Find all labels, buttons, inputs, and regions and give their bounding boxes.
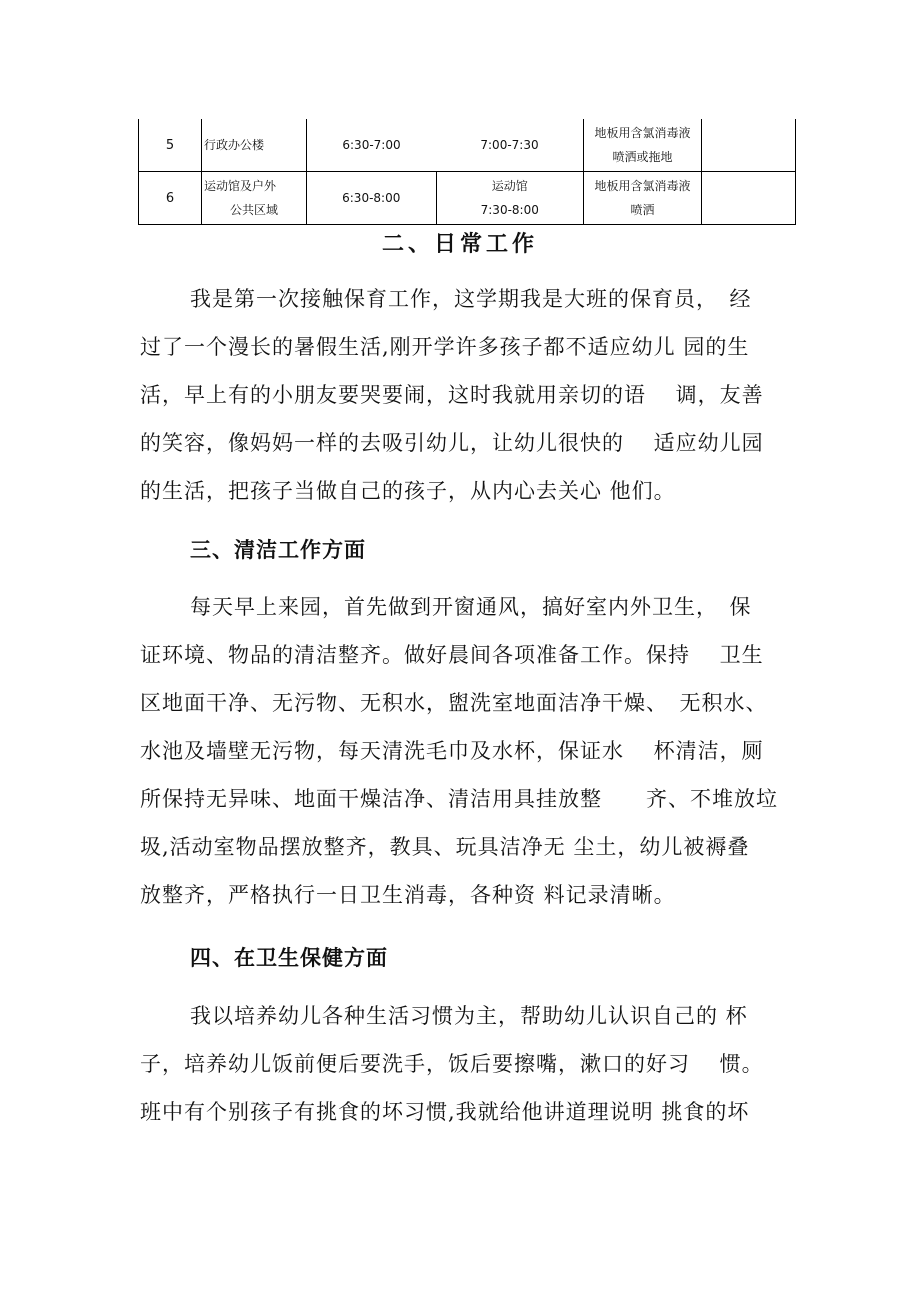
row-time-1: 6:30-8:00 — [307, 172, 437, 225]
paragraph-line: 活，早上有的小朋友要哭要闹，这时我就用亲切的语 调，友善 — [140, 383, 764, 407]
row-index: 6 — [139, 172, 202, 225]
section-title-health: 四、在卫生保健方面 — [190, 946, 388, 970]
table-row — [139, 172, 796, 225]
paragraph-health — [140, 992, 800, 1136]
row-index: 5 — [139, 119, 202, 172]
row-note — [702, 119, 796, 172]
paragraph-line: 放整齐，严格执行一日卫生消毒，各种资 料记录清晰。 — [140, 883, 676, 907]
row-place: 行政办公楼 — [202, 119, 307, 172]
paragraph-line: 证环境、物品的清洁整齐。做好晨间各项准备工作。保持 卫生 — [140, 643, 764, 667]
row-method: 地板用含氯消毒液 喷洒 — [584, 172, 702, 225]
paragraph-line: 水池及墙壁无污物，每天清洗毛巾及水杯，保证水 杯清洁，厕 — [140, 739, 764, 763]
paragraph-line: 圾,活动室物品摆放整齐，教具、玩具洁净无 尘土，幼儿被褥叠 — [140, 835, 750, 859]
paragraph-line: 的生活，把孩子当做自己的孩子，从内心去关心 他们。 — [140, 479, 676, 503]
row-time-2: 运动馆 7:30-8:00 — [436, 172, 584, 225]
table-row — [139, 119, 796, 172]
page-heading: 二、日常工作 — [381, 232, 538, 257]
paragraph-line: 所保持无异味、地面干燥洁净、清洁用具挂放整 齐、不堆放垃 — [140, 787, 778, 811]
paragraph-daily-work — [140, 275, 800, 515]
section-title-cleaning: 三、清洁工作方面 — [190, 538, 366, 562]
paragraph-line: 区地面干净、无污物、无积水，盥洗室地面洁净干燥、 无积水、 — [140, 691, 768, 715]
paragraph-line: 子，培养幼儿饭前便后要洗手，饭后要擦嘴，漱口的好习 惯。 — [140, 1052, 764, 1076]
row-place: 运动馆及户外 公共区域 — [202, 172, 307, 225]
row-time-1: 6:30-7:00 — [307, 119, 437, 172]
paragraph-line: 每天早上来园，首先做到开窗通风，搞好室内外卫生， 保 — [190, 595, 752, 619]
row-note — [702, 172, 796, 225]
sanitation-table — [138, 119, 784, 225]
row-time-2: 7:00-7:30 — [436, 119, 584, 172]
paragraph-cleaning — [140, 583, 800, 919]
paragraph-line: 我是第一次接触保育工作，这学期我是大班的保育员， 经 — [190, 287, 752, 311]
paragraph-line: 班中有个别孩子有挑食的坏习惯,我就给他讲道理说明 挑食的坏 — [140, 1100, 750, 1124]
paragraph-line: 过了一个漫长的暑假生活,刚开学许多孩子都不适应幼儿 园的生 — [140, 335, 750, 359]
row-method: 地板用含氯消毒液 喷洒或拖地 — [584, 119, 702, 172]
paragraph-line: 的笑容，像妈妈一样的去吸引幼儿，让幼儿很快的 适应幼儿园 — [140, 431, 764, 455]
paragraph-line: 我以培养幼儿各种生活习惯为主，帮助幼儿认识自己的 杯 — [190, 1004, 748, 1028]
